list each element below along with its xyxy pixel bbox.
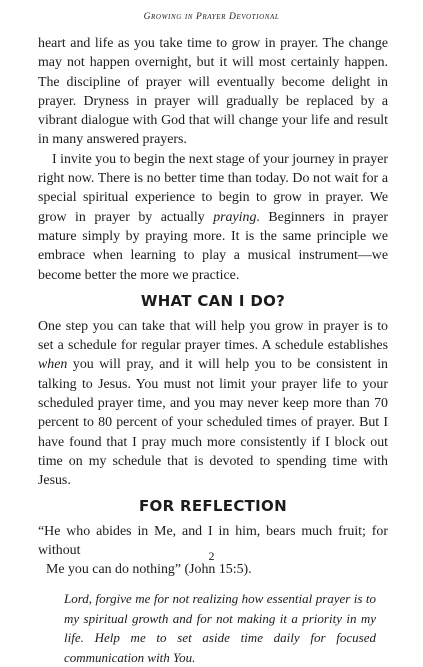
page-content (38, 34, 388, 667)
section-1-text-end: you will pray, and it will help you to be consistent in talking to Jesus. You must not limit your prayer life to your scheduled prayer time, and you may never keep more than 70 percent to 80 percent of your scheduled times of prayer. But I have found that I pray much more consistently if I block out time on my schedule that is devoted to spending time with Jesus. (38, 357, 388, 489)
section-1-text-start: One step you can take that will help you grow in prayer is to set a schedule for regular prayer times. A schedule establishes (38, 318, 388, 354)
body-paragraph-2 (38, 150, 388, 285)
scripture-quote-line-1: “He who abides in Me, and I in him, bears much fruit; for without (38, 523, 388, 558)
section-1-paragraph (38, 317, 388, 491)
paragraph-2-text-start: I invite you to begin the next stage of your journey in prayer right now. There is no better time than today. Do not wait for a special spiritual experience to begin to grow in prayer. We grow in prayer by actually (38, 151, 388, 225)
paragraph-2-text-end: . Beginners in prayer mature simply by praying more. It is the same principle we embrace when learning to play a musical instrument—we become better the more we practice. (38, 209, 388, 283)
prayer-text: Lord, forgive me for not realizing how essential prayer is to my spiritual growth and for not making it a priority in my life. Help me to set aside time daily for focused communication with You. (64, 591, 376, 665)
paragraph-2-emphasis: praying (213, 209, 257, 225)
section-heading-what-can-i-do: WHAT CAN I DO? (140, 291, 286, 310)
running-header: Growing in Prayer Devotional (143, 12, 280, 22)
scripture-quote-line-2: Me you can do nothing” (John 15:5). (46, 562, 252, 578)
page-number: 2 (208, 549, 215, 563)
section-1-emphasis: when (38, 357, 68, 373)
section-heading-for-reflection: FOR REFLECTION (139, 496, 287, 515)
body-paragraph-1: heart and life as you take time to grow in prayer. The change may not happen overnight, but it will most certainly happen. The discipline of prayer will eventually become delight in prayer. Dryness in prayer will gradually be replaced by a vibrant dialogue with God that will change your life and result in many answered prayers. (38, 36, 388, 148)
